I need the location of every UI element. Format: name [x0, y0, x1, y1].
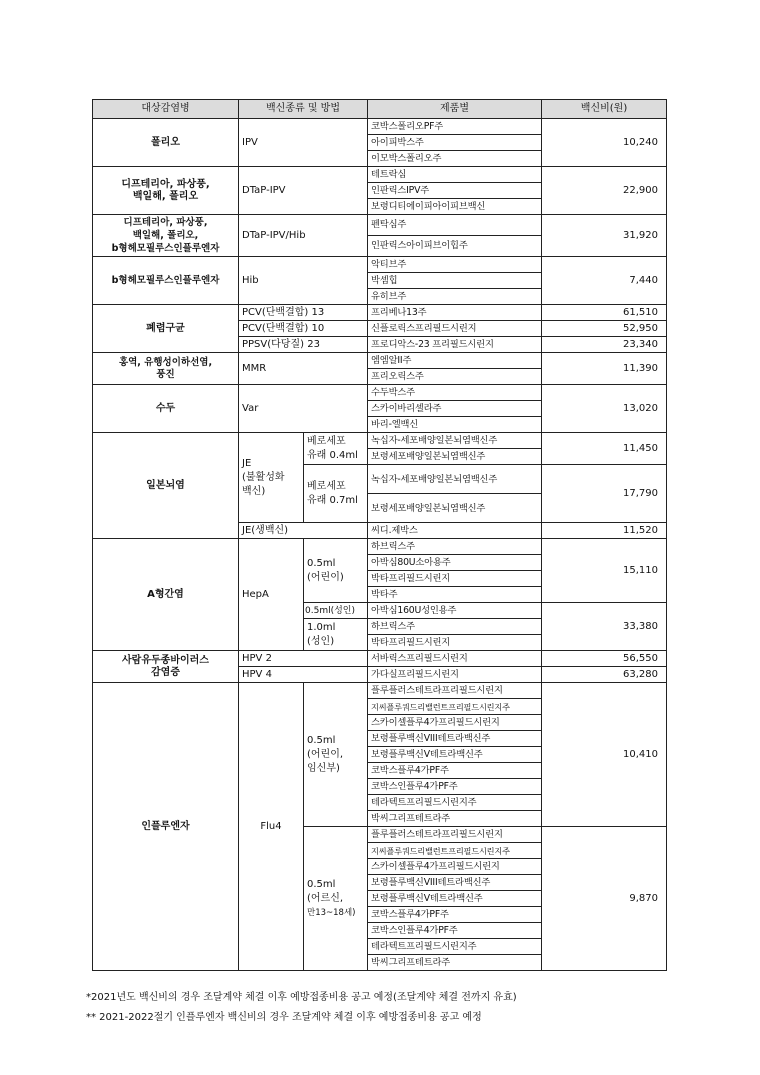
header-vaccine-type: 백신종류 및 방법: [239, 100, 368, 119]
product-cell: 박셈힙: [368, 273, 542, 289]
product-cell: 지씨플루쿼드리밸런트프리필드시린지주: [368, 699, 542, 715]
product-cell: 코박스인플루4가PF주: [368, 923, 542, 939]
type-line: (어르신,: [307, 892, 344, 904]
price-hepa-adult: 33,380: [542, 603, 667, 651]
product-cell: 플루플러스테트라프리필드시린지: [368, 827, 542, 843]
disease-var: 수두: [93, 385, 239, 433]
disease-line: 사람유두종바이러스: [122, 654, 209, 666]
price-polio: 10,240: [542, 119, 667, 167]
disease-line: 감염증: [151, 666, 180, 678]
product-cell: 스카이바리셀라주: [368, 401, 542, 417]
disease-dtap-ipv-hib: [93, 215, 239, 257]
type-pcv13: PCV(단백결합) 13: [239, 305, 368, 321]
vaccine-price-table: [92, 99, 667, 971]
type-line: 베로세포: [307, 480, 346, 492]
type-line: 베로세포: [307, 435, 346, 447]
type-dtap-ipv-hib: DTaP-IPV/Hib: [239, 215, 368, 257]
type-je-vero-07: [304, 465, 368, 523]
product-cell: 테라텍트프리필드시린지주: [368, 939, 542, 955]
product-cell: 스카이셀플루4가프리필드시린지: [368, 715, 542, 731]
product-cell: 플루플러스테트라프리필드시린지: [368, 683, 542, 699]
disease-hpv: [93, 651, 239, 683]
product-cell: 신플로릭스프리필드시린지: [368, 321, 542, 337]
type-line: 0.5ml: [307, 878, 336, 890]
type-dtap-ipv: DTaP-IPV: [239, 167, 368, 215]
type-line: 백신): [242, 485, 266, 497]
disease-line: 백일해, 폴리오: [132, 190, 199, 202]
product-cell: 하브릭스주: [368, 619, 542, 635]
table-row: [93, 651, 667, 667]
type-pcv10: PCV(단백결합) 10: [239, 321, 368, 337]
price-hpv2: 56,550: [542, 651, 667, 667]
footnotes: [86, 988, 517, 1028]
product-cell: 박타프리필드시린지: [368, 571, 542, 587]
product-cell: 바리-엘백신: [368, 417, 542, 433]
table-row: [93, 353, 667, 369]
product-cell: 아이피박스주: [368, 135, 542, 151]
product-cell: 보령플루백신V테트라백신주: [368, 747, 542, 763]
product-cell: 테트락심: [368, 167, 542, 183]
product-cell: 아박심160U성인용주: [368, 603, 542, 619]
product-cell: 인판릭스IPV주: [368, 183, 542, 199]
price-pcv13: 61,510: [542, 305, 667, 321]
header-disease: 대상감염병: [93, 100, 239, 119]
price-dtap-ipv-hib: 31,920: [542, 215, 667, 257]
vaccine-price-document: [92, 99, 667, 971]
price-ppsv23: 23,340: [542, 337, 667, 353]
price-flu-group1: 10,410: [542, 683, 667, 827]
product-cell: 프리오릭스주: [368, 369, 542, 385]
disease-je: 일본뇌염: [93, 433, 239, 539]
type-line: (어린이): [307, 571, 344, 583]
product-cell: 악티브주: [368, 257, 542, 273]
type-line: 0.5ml: [307, 557, 336, 569]
product-cell: 인판릭스아이피브이힙주: [368, 236, 542, 257]
type-line: 0.5ml: [307, 734, 336, 746]
price-dtap-ipv: 22,900: [542, 167, 667, 215]
disease-flu: 인플루엔자: [93, 683, 239, 971]
product-cell: 보령세포배양일본뇌염백신주: [368, 449, 542, 465]
product-cell: 코박스플루4가PF주: [368, 763, 542, 779]
price-pcv10: 52,950: [542, 321, 667, 337]
header-price: 백신비(원): [542, 100, 667, 119]
type-hpv4: HPV 4: [239, 667, 368, 683]
product-cell: 코박스폴리오PF주: [368, 119, 542, 135]
type-line: 유래 0.7ml: [307, 494, 358, 506]
product-cell: 프리베나13주: [368, 305, 542, 321]
type-flu4: Flu4: [239, 683, 304, 971]
table-row: [93, 433, 667, 449]
product-cell: 박타주: [368, 587, 542, 603]
type-hepa-child: [304, 539, 368, 603]
table-row: [93, 119, 667, 135]
price-hpv4: 63,280: [542, 667, 667, 683]
product-cell: 엠엠알II주: [368, 353, 542, 369]
type-line: (어린이,: [307, 748, 344, 760]
price-je-vero-04: 11,450: [542, 433, 667, 465]
table-row: [93, 167, 667, 183]
type-hepa-adult-1: [304, 619, 368, 651]
disease-line: 백일해, 폴리오,: [132, 230, 199, 241]
header-product: 제품별: [368, 100, 542, 119]
header-row: [93, 100, 667, 119]
type-flu-group1: [304, 683, 368, 827]
type-hpv2: HPV 2: [239, 651, 368, 667]
product-cell: 프로디악스-23 프리필드시린지: [368, 337, 542, 353]
type-line: (성인): [307, 635, 335, 647]
product-cell: 보령디티에이피아이피브백신: [368, 199, 542, 215]
type-line: 만13~18세): [307, 907, 356, 918]
table-row: [93, 305, 667, 321]
product-cell: 박타프리필드시린지: [368, 635, 542, 651]
disease-polio: 폴리오: [93, 119, 239, 167]
disease-hib: b형헤모필루스인플루엔자: [93, 257, 239, 305]
product-cell: 녹십자-세포배양일본뇌염백신주: [368, 465, 542, 494]
product-cell: 지씨플루쿼드리밸런트프리필드시린지주: [368, 843, 542, 859]
type-line: 임신부): [307, 762, 340, 774]
price-var: 13,020: [542, 385, 667, 433]
price-hepa-child: 15,110: [542, 539, 667, 603]
product-cell: 씨디.제박스: [368, 523, 542, 539]
disease-line: 디프테리아, 파상풍,: [123, 217, 208, 228]
product-cell: 보령플루백신V테트라백신주: [368, 891, 542, 907]
type-line: JE: [242, 457, 252, 469]
table-row: [93, 539, 667, 555]
disease-pneumo: 폐렴구균: [93, 305, 239, 353]
product-cell: 스카이셀플루4가프리필드시린지: [368, 859, 542, 875]
product-cell: 코박스플루4가PF주: [368, 907, 542, 923]
type-hib: Hib: [239, 257, 368, 305]
product-cell: 박씨그리프테트라주: [368, 811, 542, 827]
type-ppsv23: PPSV(다당질) 23: [239, 337, 368, 353]
disease-hepa: A형간염: [93, 539, 239, 651]
product-cell: 유히브주: [368, 289, 542, 305]
product-cell: 테라텍트프리필드시린지주: [368, 795, 542, 811]
type-flu-group2: [304, 827, 368, 971]
type-hepa: HepA: [239, 539, 304, 651]
product-cell: 서바릭스프리필드시린지: [368, 651, 542, 667]
product-cell: 박씨그리프테트라주: [368, 955, 542, 971]
table-row: [93, 385, 667, 401]
product-cell: 보령세포배양일본뇌염백신주: [368, 494, 542, 523]
type-line: (불활성화: [242, 471, 285, 483]
price-flu-group2: 9,870: [542, 827, 667, 971]
product-cell: 수두박스주: [368, 385, 542, 401]
disease-line: 홍역, 유행성이하선염,: [118, 356, 213, 368]
price-mmr: 11,390: [542, 353, 667, 385]
table-row: [93, 215, 667, 236]
product-cell: 아박심80U소아용주: [368, 555, 542, 571]
type-je-vero-04: [304, 433, 368, 465]
type-var: Var: [239, 385, 368, 433]
disease-line: 디프테리아, 파상풍,: [121, 178, 210, 190]
type-je-live: JE(생백신): [239, 523, 368, 539]
price-hib: 7,440: [542, 257, 667, 305]
product-cell: 가다실프리필드시린지: [368, 667, 542, 683]
table-row: [93, 683, 667, 699]
type-ipv: IPV: [239, 119, 368, 167]
type-mmr: MMR: [239, 353, 368, 385]
price-je-live: 11,520: [542, 523, 667, 539]
type-line: 유래 0.4ml: [307, 449, 358, 461]
product-cell: 이모박스폴리오주: [368, 151, 542, 167]
product-cell: 코박스인플루4가PF주: [368, 779, 542, 795]
disease-line: 풍진: [156, 368, 175, 380]
type-line: 1.0ml: [307, 621, 336, 633]
type-hepa-adult-05: 0.5ml(성인): [304, 603, 368, 619]
table-row: [93, 257, 667, 273]
disease-mmr: [93, 353, 239, 385]
type-je-inactivated: [239, 433, 304, 523]
product-cell: 하브릭스주: [368, 539, 542, 555]
disease-line: b형헤모필루스인플루엔자: [111, 243, 220, 254]
product-cell: 펜탁심주: [368, 215, 542, 236]
product-cell: 녹십자-세포배양일본뇌염백신주: [368, 433, 542, 449]
product-cell: 보령플루백신VIII테트라백신주: [368, 731, 542, 747]
product-cell: 보령플루백신VIII테트라백신주: [368, 875, 542, 891]
disease-dtap-ipv: [93, 167, 239, 215]
price-je-vero-07: 17,790: [542, 465, 667, 523]
footnote-1: *2021년도 백신비의 경우 조달계약 체결 이후 예방접종비용 공고 예정(조달계약 체결 전까지 유효): [86, 992, 517, 1003]
footnote-2: ** 2021-2022절기 인플루엔자 백신비의 경우 조달계약 체결 이후 예방접종비용 공고 예정: [86, 1012, 482, 1023]
